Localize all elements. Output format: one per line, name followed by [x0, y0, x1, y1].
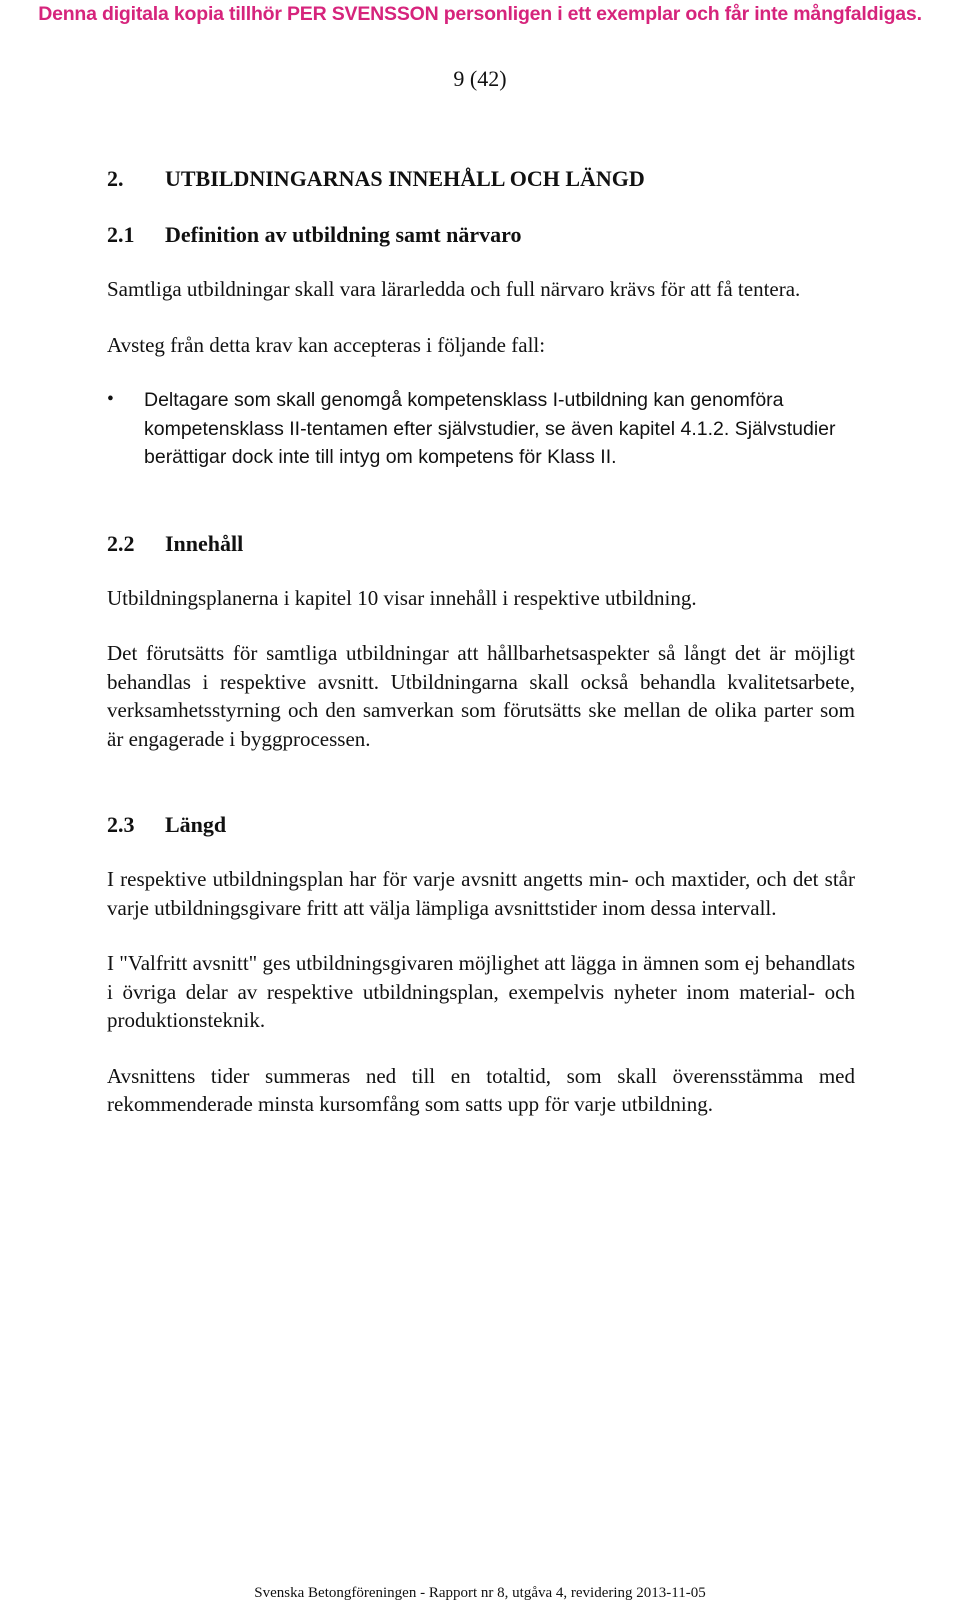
heading-section-2-1 [107, 221, 855, 249]
heading-title: UTBILDNINGARNAS INNEHÅLL OCH LÄNGD [165, 166, 645, 191]
heading-number: 2.2 [107, 530, 135, 556]
list-item [107, 386, 855, 472]
page-number: 9 (42) [453, 66, 507, 91]
heading-number: 2.1 [107, 222, 135, 247]
page-footer: Svenska Betongföreningen - Rapport nr 8, utgåva 4, revidering 2013-11-05 [254, 1585, 706, 1601]
paragraph: I respektive utbildningsplan har för varje avsnitt angetts min- och maxtider, och det står varje utbildningsgivare fritt att välja lämpliga avsnittstider inom dessa intervall. [107, 867, 855, 920]
paragraph: Det förutsätts för samtliga utbildningar att hållbarhetsaspekter så långt det är möjligt behandlas i respektive avsnitt. Utbildningarna skall också behandla kvalitetsarbete, verksamhetsstyrning och den samverkan som förutsätts ske mellan de olika parter som är engagerade i byggprocessen. [107, 641, 855, 751]
bullet-icon: • [107, 389, 114, 410]
paragraph: Avsnittens tider summeras ned till en totaltid, som skall överensstämma med rekommenderade minsta kursomfång som satts upp för varje utbildning. [107, 1063, 855, 1116]
heading-number: 2. [107, 166, 124, 191]
paragraph: Samtliga utbildningar skall vara lärarledda och full närvaro krävs för att få tentera. [107, 277, 801, 301]
heading-section-2-3 [107, 811, 855, 839]
heading-title: Definition av utbildning samt närvaro [165, 222, 522, 247]
paragraph: Utbildningsplanerna i kapitel 10 visar innehåll i respektive utbildning. [107, 585, 697, 610]
paragraph: Avsteg från detta krav kan accepteras i följande fall: [107, 332, 546, 357]
document-body [107, 165, 855, 1119]
heading-title: Längd [165, 812, 227, 837]
list-item-text: Deltagare som skall genomgå kompetensklass I-utbildning kan genomföra kompetensklass II-tentamen efter självstudier, se även kapitel 4.1.2. Självstudier berättigar dock inte till intyg om kompetens för Klass II. [144, 389, 836, 468]
paragraph: I "Valfritt avsnitt" ges utbildningsgivaren möjlighet att lägga in ämnen som ej behandlats i övriga delar av respektive utbildningsplan, exempelvis nyheter inom material- och produktionsteknik. [107, 951, 855, 1032]
heading-number: 2.3 [107, 812, 135, 837]
heading-section-2 [107, 165, 855, 193]
watermark-banner: Denna digitala kopia tillhör PER SVENSSON personligen i ett exemplar och får inte mångfaldigas. [38, 3, 922, 25]
heading-title: Innehåll [165, 530, 244, 556]
heading-section-2-2 [107, 530, 855, 558]
